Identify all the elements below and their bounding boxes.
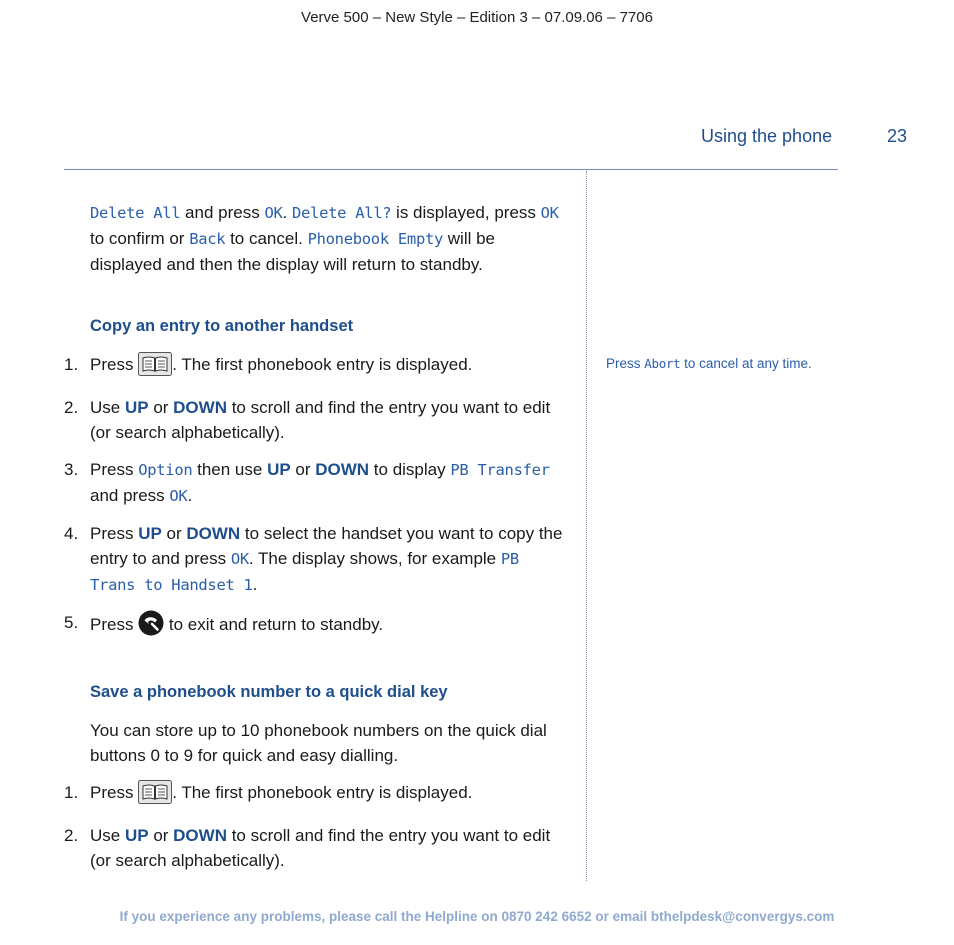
list-item xyxy=(64,395,569,445)
lcd-text: Abort xyxy=(644,356,681,371)
quick-dial-steps-list xyxy=(64,780,569,873)
body-text: will be displayed and then the display will return to standby. xyxy=(90,229,496,274)
body-text: to scroll and find the entry you want to edit (or search alphabetically). xyxy=(90,398,551,442)
body-text: Press xyxy=(90,783,139,802)
note-text: to cancel at any time. xyxy=(680,356,812,371)
column-divider xyxy=(586,171,587,881)
phonebook-icon xyxy=(138,352,172,383)
list-item xyxy=(64,780,569,811)
lcd-text: OK xyxy=(540,204,559,222)
section-heading-quick-dial: Save a phonebook number to a quick dial key xyxy=(90,683,448,701)
step-number: 2. xyxy=(64,826,79,845)
intro-paragraph xyxy=(90,200,569,277)
key-label: DOWN xyxy=(173,398,227,417)
copy-steps-list xyxy=(64,352,569,643)
lcd-text: PB Transfer xyxy=(450,461,550,479)
body-text: to confirm or xyxy=(90,229,190,248)
lcd-text: OK xyxy=(230,550,249,568)
key-label: DOWN xyxy=(186,524,241,543)
key-label: UP xyxy=(124,826,149,845)
body-text: or xyxy=(290,460,316,479)
body-text: to display xyxy=(369,460,451,479)
step-number: 1. xyxy=(64,783,79,802)
key-label: UP xyxy=(267,460,291,479)
list-item xyxy=(64,610,569,643)
helpline-footer: If you experience any problems, please call the Helpline on 0870 242 6652 or email bthelpdesk@convergys.com xyxy=(119,909,835,924)
key-label: UP xyxy=(124,398,149,417)
body-text: to select the handset you want to copy the entry to and press xyxy=(90,524,563,568)
section-heading-copy: Copy an entry to another handset xyxy=(90,317,354,335)
list-item xyxy=(64,352,569,383)
body-text: or xyxy=(148,826,174,845)
body-text: to exit and return to standby. xyxy=(164,615,384,634)
body-text: is displayed, press xyxy=(391,203,541,222)
body-text: or xyxy=(148,398,174,417)
body-text: . The first phonebook entry is displayed. xyxy=(172,355,473,374)
lcd-text: PB Trans to Handset 1 xyxy=(90,550,519,594)
step-number: 1. xyxy=(64,355,79,374)
body-text: Press xyxy=(90,355,139,374)
body-text: . xyxy=(252,575,258,594)
body-text: . The first phonebook entry is displayed. xyxy=(172,783,473,802)
body-text: to scroll and find the entry you want to edit (or search alphabetically). xyxy=(90,826,551,870)
key-label: UP xyxy=(138,524,162,543)
lcd-text: OK xyxy=(264,204,283,222)
page-number: 23 xyxy=(887,126,908,146)
body-text: Press xyxy=(90,460,139,479)
lcd-text: Back xyxy=(189,230,226,248)
body-text: . xyxy=(282,203,292,222)
body-text: . xyxy=(187,486,193,505)
body-text: Press xyxy=(90,524,139,543)
side-note xyxy=(606,356,812,371)
list-item xyxy=(64,823,569,873)
step-number: 2. xyxy=(64,398,79,417)
document-info: Verve 500 – New Style – Edition 3 – 07.09.06 – 7706 xyxy=(301,9,653,26)
body-text: Press xyxy=(90,615,139,634)
lcd-text: Delete All? xyxy=(291,204,392,222)
main-column xyxy=(64,200,569,873)
step-number: 3. xyxy=(64,460,79,479)
key-label: DOWN xyxy=(173,826,227,845)
header-divider xyxy=(64,169,838,170)
body-text: to cancel. xyxy=(225,229,308,248)
lcd-text: Option xyxy=(138,461,193,479)
step-number: 5. xyxy=(64,613,79,632)
list-item xyxy=(64,457,569,509)
step-number: 4. xyxy=(64,524,79,543)
body-text: or xyxy=(161,524,187,543)
quick-dial-intro: You can store up to 10 phonebook numbers on the quick dial buttons 0 to 9 for quick and easy dialling. xyxy=(90,721,547,765)
body-text: Use xyxy=(90,398,125,417)
body-text: and press xyxy=(180,203,265,222)
body-text: . The display shows, for example xyxy=(248,549,501,568)
body-text: and press xyxy=(90,486,170,505)
lcd-text: Delete All xyxy=(90,204,181,222)
key-label: DOWN xyxy=(315,460,370,479)
end-call-icon xyxy=(138,610,164,643)
list-item xyxy=(64,521,569,598)
phonebook-icon xyxy=(138,780,172,811)
lcd-text: OK xyxy=(169,487,188,505)
body-text: Use xyxy=(90,826,125,845)
body-text: then use xyxy=(192,460,268,479)
section-title: Using the phone xyxy=(701,126,833,146)
note-text: Press xyxy=(606,356,645,371)
lcd-text: Phonebook Empty xyxy=(307,230,444,248)
